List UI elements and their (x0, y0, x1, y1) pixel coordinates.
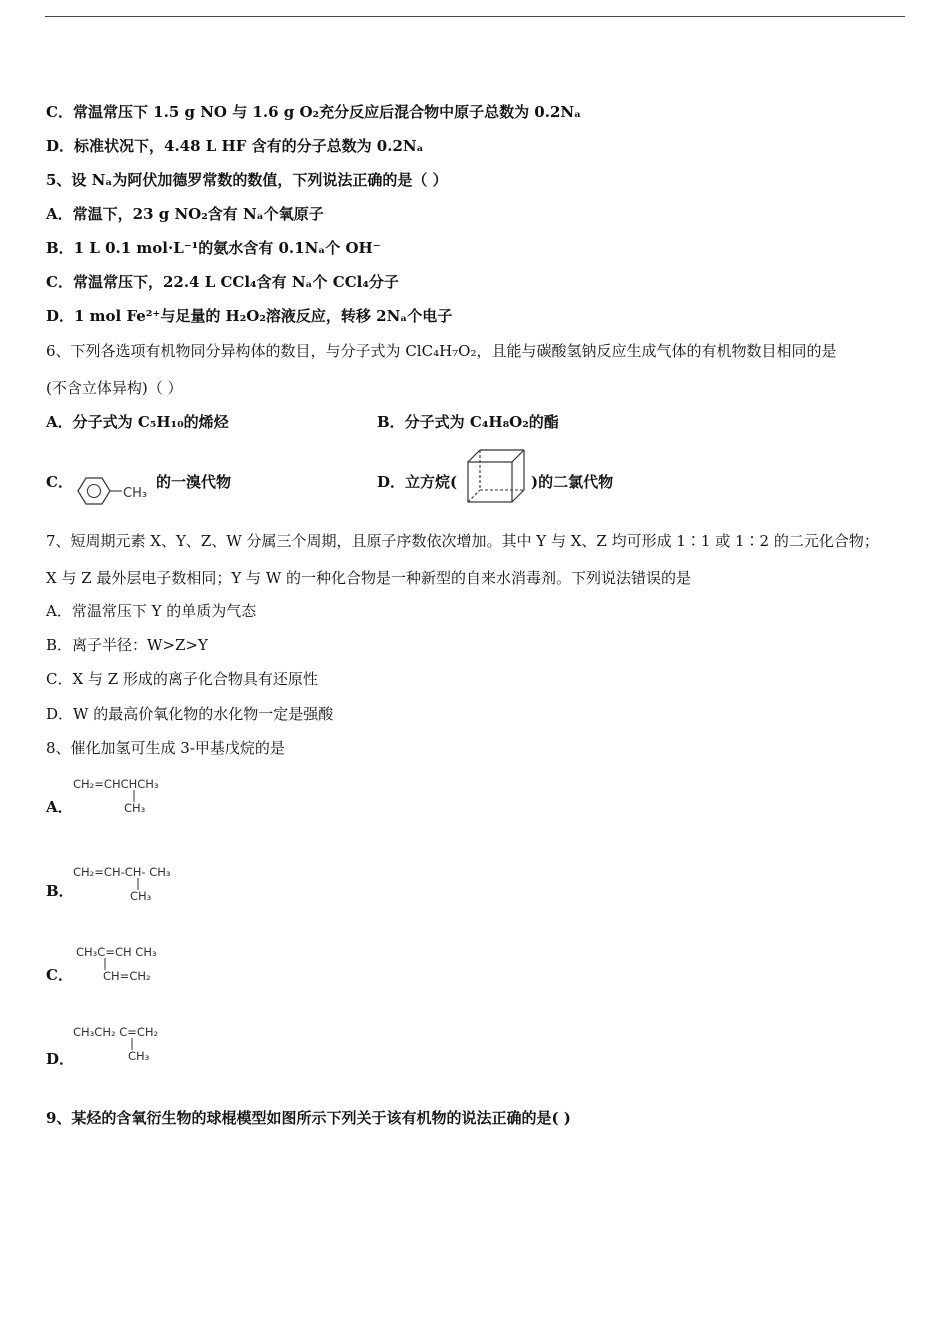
header-rule (45, 16, 905, 17)
q8-option-c-label: C． (46, 966, 73, 984)
q8-structure-c (75, 942, 215, 986)
q8-a-branch: CH₃ (124, 801, 146, 815)
q8-stem: 8、催化加氢可生成 3-甲基戊烷的是 (46, 739, 285, 757)
q6-option-c-label: C． (46, 473, 73, 491)
q8-d-branch: CH₃ (128, 1049, 150, 1063)
cubane-structure (464, 448, 528, 506)
q6-option-d-label: D．立方烷( (377, 473, 458, 491)
q8-structure-d (72, 1022, 212, 1066)
q9-stem: 9、某烃的含氧衍生物的球棍模型如图所示下列关于该有机物的说法正确的是( ) (46, 1109, 571, 1127)
q4-option-c: C．常温常压下 1.5 g NO 与 1.6 g O₂充分反应后混合物中原子总数为 0.2Nₐ (46, 103, 582, 121)
q8-b-main-chain: CH₂=CH-CH- CH₃ (73, 865, 171, 879)
q7-option-d: D．W 的最高价氧化物的水化物一定是强酸 (46, 705, 334, 723)
q6-option-a: A．分子式为 C₅H₁₀的烯烃 (46, 413, 229, 431)
q5-option-d: D．1 mol Fe²⁺与足量的 H₂O₂溶液反应，转移 2Nₐ个电子 (46, 307, 453, 325)
q5-stem: 5、设 Nₐ为阿伏加德罗常数的数值，下列说法正确的是（ ） (46, 171, 448, 189)
q5-option-a: A．常温下，23 g NO₂含有 Nₐ个氧原子 (46, 205, 324, 223)
toluene-structure (74, 474, 154, 508)
q8-d-main-chain: CH₃CH₂ C=CH₂ (73, 1025, 159, 1039)
q8-structure-a (72, 774, 212, 818)
q6-stem: 6、下列各选项有机物同分异构体的数目，与分子式为 ClC₄H₇O₂，且能与碳酸氢钠反应生成气体的有机物数目相同的是 (46, 342, 837, 360)
q7-option-b: B．离子半径：W>Z>Y (46, 636, 208, 654)
q8-structure-b (72, 862, 222, 906)
q7-stem: 7、短周期元素 X、Y、Z、W 分属三个周期，且原子序数依次增加。其中 Y 与 X、Z 均可形成 1∶1 或 1∶2 的二元化合物； (46, 532, 879, 550)
q5-option-c: C．常温常压下，22.4 L CCl₄含有 Nₐ个 CCl₄分子 (46, 273, 399, 291)
q8-c-main-chain: CH₃C=CH CH₃ (76, 945, 157, 959)
q8-b-branch: CH₃ (130, 889, 152, 903)
q6-option-d-text: )的二氯代物 (531, 473, 614, 491)
q8-option-d-label: D． (46, 1050, 75, 1068)
q4-option-d: D．标准状况下，4.48 L HF 含有的分子总数为 0.2Nₐ (46, 137, 424, 155)
q8-c-branch: CH=CH₂ (103, 969, 151, 983)
q7-stem-cont: X 与 Z 最外层电子数相同；Y 与 W 的一种化合物是一种新型的自来水消毒剂。下列说法错误的是 (46, 569, 692, 587)
q5-option-b: B．1 L 0.1 mol·L⁻¹的氨水含有 0.1Nₐ个 OH⁻ (46, 239, 381, 257)
q6-option-c-text: 的一溴代物 (156, 473, 232, 491)
q7-option-a: A．常温常压下 Y 的单质为气态 (46, 602, 257, 620)
q7-option-c: C．X 与 Z 形成的离子化合物具有还原性 (46, 670, 318, 688)
q8-a-main-chain: CH₂=CHCHCH₃ (73, 777, 159, 791)
q6-option-b: B．分子式为 C₄H₈O₂的酯 (377, 413, 559, 431)
q8-option-b-label: B． (46, 882, 74, 900)
q6-stem-cont: (不含立体异构)（ ） (46, 379, 183, 397)
toluene-methyl-label: CH₃ (123, 486, 148, 501)
q8-option-a-label: A． (46, 798, 73, 816)
